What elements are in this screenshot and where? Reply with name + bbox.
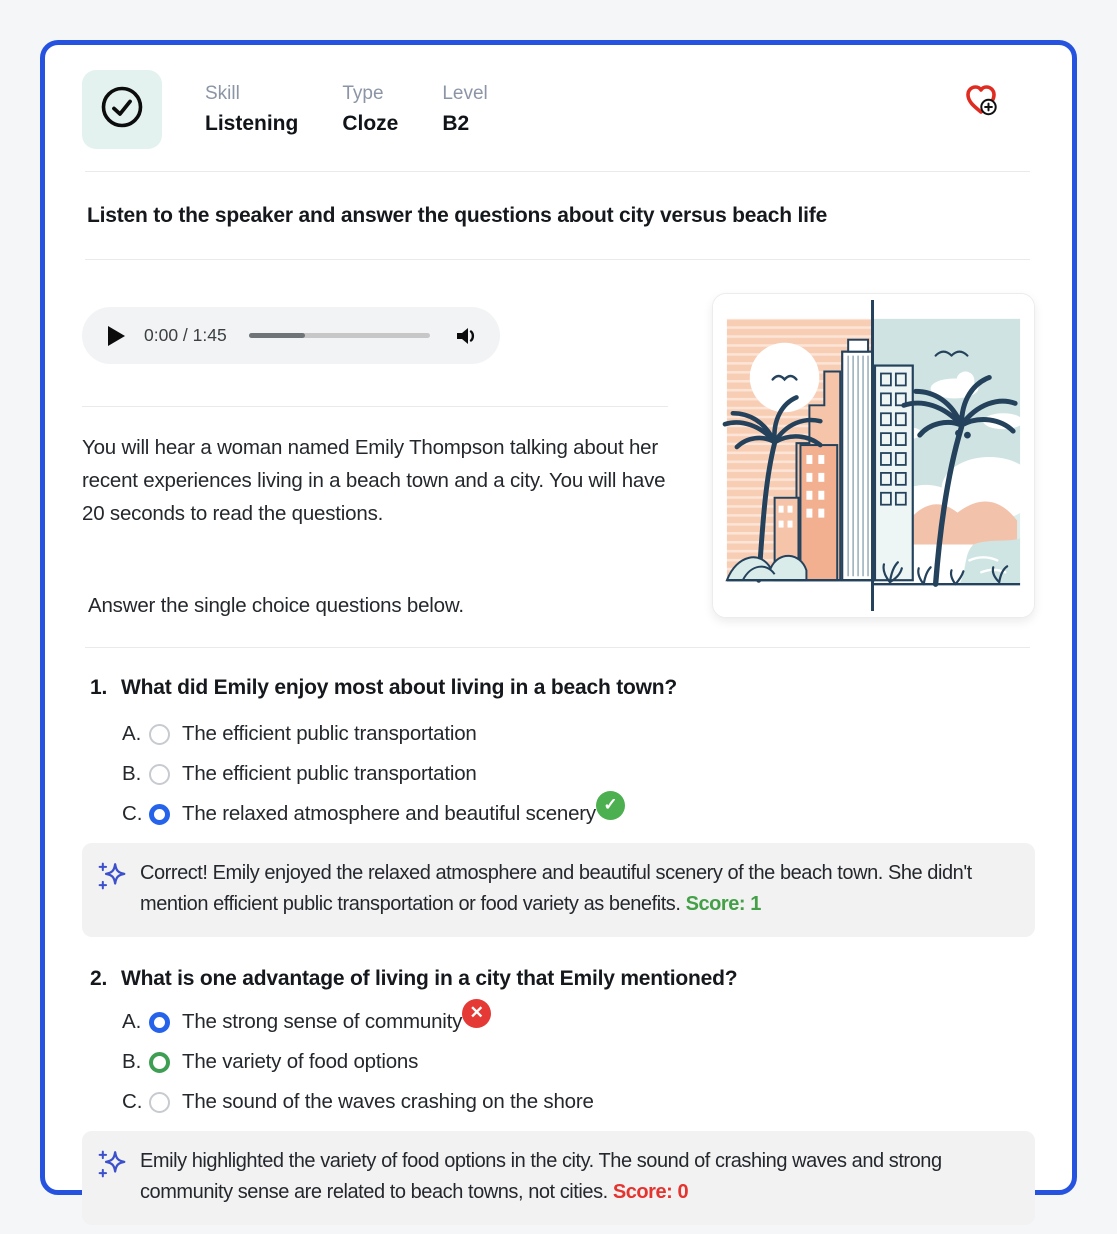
option-text: The sound of the waves crashing on the shore	[182, 1090, 594, 1113]
feedback-message: Correct! Emily enjoyed the relaxed atmosphere and beautiful scenery of the beach town. She didn't mention efficient public transportation or food variety as benefits.	[140, 862, 972, 915]
intro-paragraph: You will hear a woman named Emily Thompson talking about her recent experiences living in a beach town and a city. You will have 20 seconds to read the questions.	[82, 436, 666, 525]
question-1-heading	[82, 676, 1035, 700]
divider	[82, 406, 668, 407]
option-text: The relaxed atmosphere and beautiful scenery	[182, 802, 596, 825]
option-text: The efficient public transportation	[182, 762, 477, 785]
feedback-message: Emily highlighted the variety of food options in the city. The sound of crashing waves and strong community sense are related to beach towns, not cities.	[140, 1150, 942, 1203]
option-letter: B.	[122, 1050, 142, 1073]
audio-time: 0:00 / 1:45	[144, 325, 227, 345]
option-letter: C.	[122, 1090, 143, 1113]
feedback-text	[140, 1146, 1015, 1208]
divider	[85, 647, 1030, 648]
header	[82, 70, 1035, 149]
question-2-options	[82, 1003, 1035, 1115]
divider	[85, 259, 1030, 260]
score-badge: Score: 0	[612, 1181, 689, 1203]
play-icon[interactable]	[106, 325, 126, 347]
score-badge: Score: 1	[685, 893, 761, 915]
favorite-button[interactable]	[959, 79, 1003, 128]
audio-seek-bar[interactable]	[249, 333, 430, 338]
option-2a[interactable]	[122, 1003, 1035, 1035]
feedback-text	[140, 858, 1015, 920]
question-2	[82, 967, 1035, 1225]
option-letter: A.	[122, 722, 142, 745]
meta-skill	[205, 83, 298, 136]
option-text: The strong sense of community	[182, 1010, 463, 1033]
exercise-card	[40, 40, 1077, 1203]
city-beach-illustration	[712, 293, 1035, 618]
radio-correct-answer[interactable]	[149, 1052, 170, 1073]
ai-sparkle-icon	[98, 861, 128, 920]
divider	[85, 171, 1030, 172]
question-2-heading	[82, 967, 1035, 991]
question-text: What is one advantage of living in a city that Emily mentioned?	[121, 967, 738, 990]
left-column	[82, 293, 670, 618]
feedback-2	[82, 1131, 1035, 1225]
option-1b[interactable]	[122, 761, 1035, 787]
option-letter: A.	[122, 1010, 142, 1033]
meta-type	[342, 83, 398, 136]
content-row	[82, 293, 1035, 618]
heart-plus-icon	[959, 110, 1003, 127]
question-1-options	[82, 721, 1035, 827]
audio-progress-fill	[249, 333, 305, 338]
type-label: Type	[342, 83, 384, 104]
audio-player[interactable]	[82, 307, 500, 364]
radio-selected[interactable]	[149, 804, 170, 825]
question-1	[82, 676, 1035, 937]
option-2c[interactable]	[122, 1089, 1035, 1115]
question-number: 1.	[90, 676, 108, 699]
skill-value: Listening	[205, 112, 299, 135]
option-text: The variety of food options	[182, 1050, 419, 1073]
answer-note: Answer the single choice questions below.	[88, 594, 464, 617]
feedback-1	[82, 843, 1035, 937]
exercise-title: Listen to the speaker and answer the questions about city versus beach life	[87, 204, 828, 227]
level-label: Level	[442, 83, 488, 104]
skill-label: Skill	[205, 83, 240, 104]
option-1a[interactable]	[122, 721, 1035, 747]
question-number: 2.	[90, 967, 108, 990]
radio-selected[interactable]	[149, 1012, 170, 1033]
meta-level	[442, 83, 487, 136]
exercise-meta	[205, 83, 488, 136]
volume-icon[interactable]	[454, 324, 478, 348]
check-circle-icon	[99, 84, 145, 135]
question-text: What did Emily enjoy most about living in a beach town?	[121, 676, 678, 699]
option-2b[interactable]	[122, 1049, 1035, 1075]
option-letter: B.	[122, 762, 142, 785]
option-1c[interactable]	[122, 795, 1035, 827]
option-letter: C.	[122, 802, 143, 825]
option-text: The efficient public transportation	[182, 722, 477, 745]
radio-unselected[interactable]	[149, 764, 170, 785]
level-value: B2	[442, 112, 470, 135]
status-box	[82, 70, 162, 149]
correct-badge-icon: ✓	[596, 791, 625, 820]
type-value: Cloze	[342, 112, 399, 135]
radio-unselected[interactable]	[149, 1092, 170, 1113]
wrong-badge-icon: ✕	[462, 999, 491, 1028]
ai-sparkle-icon	[98, 1149, 128, 1208]
radio-unselected[interactable]	[149, 724, 170, 745]
